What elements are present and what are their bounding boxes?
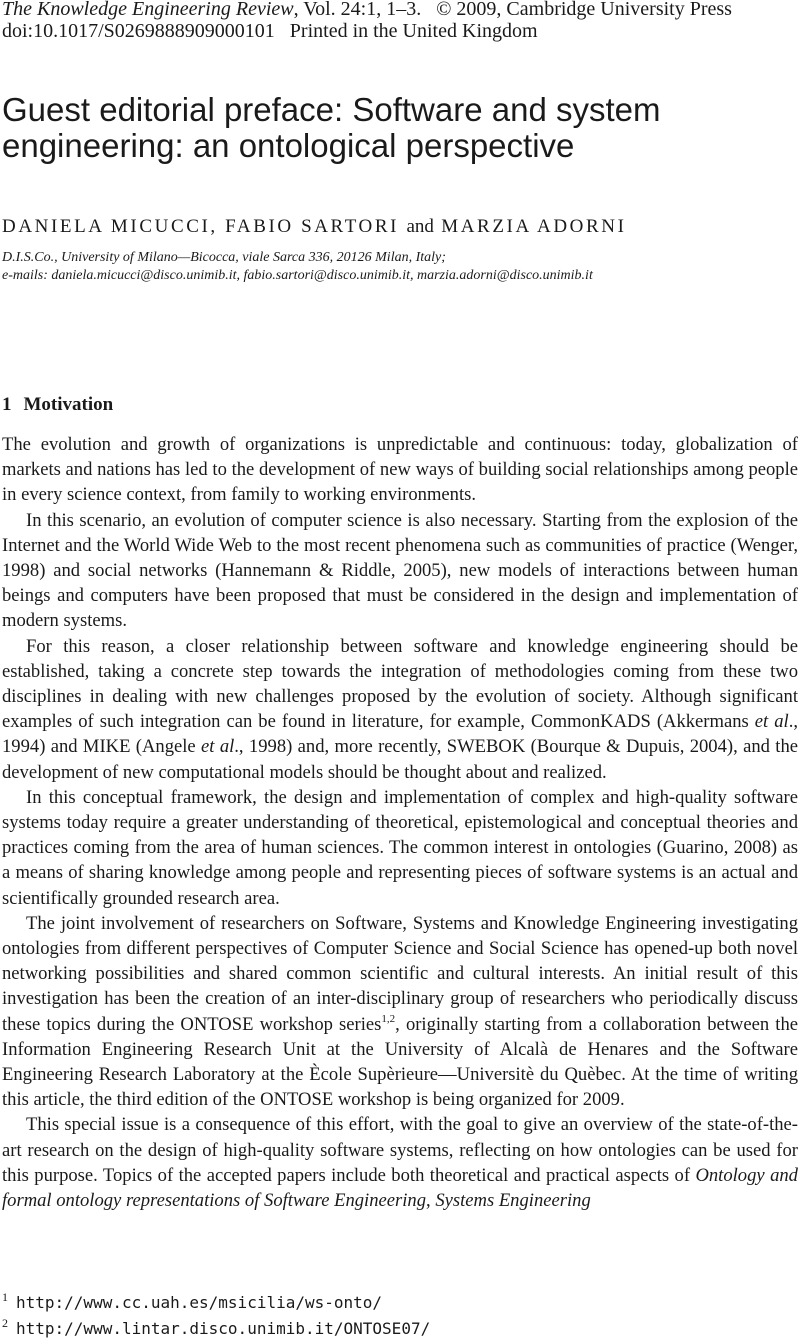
paragraph: In this scenario, an evolution of computer science is also necessary. Starting from the explosion of the Internet and the World Wide Web to the most recent phenomena such as communities of practice (Wenger, 1998) and social networks (Hannemann & Riddle, 2005), new models of interactions between human beings and computers have been proposed that must be considered in the design and implementation of modern systems. <box>2 509 798 632</box>
printed-note: Printed in the United Kingdom <box>289 20 538 42</box>
copyright: © 2009, Cambridge University Press <box>436 0 732 20</box>
journal-name: The Knowledge Engineering Review <box>2 0 294 20</box>
section-number: 1 <box>2 394 12 415</box>
paragraph: This special issue is a consequence of this effort, with the goal to give an overview of the state-of-the-art research on the design of high-quality software systems, reflecting on how ontologies can be used for this purpose. Topics of the accepted papers include both theoretical and practical aspects of Ontology and formal ontology representations of Software Engineering, Systems Engineering <box>2 1114 798 1212</box>
paragraph: In this conceptual framework, the design and implementation of complex and high-quality software systems today require a greater understanding of theoretical, epistemological and conceptual theories and practices coming from the area of human sciences. The common interest in ontologies (Guarino, 2008) as a means of sharing knowledge among people and representing pieces of software systems is an actual and scientifically grounded research area. <box>2 786 798 909</box>
article-body <box>2 432 798 1213</box>
author-conjunction: and <box>406 216 434 237</box>
footnote-1 <box>2 1290 382 1313</box>
journal-header <box>2 0 732 20</box>
author-3: MARZIA ADORNI <box>441 216 627 237</box>
affiliation: D.I.S.Co., University of Milano—Bicocca, viale Sarca 336, 20126 Milan, Italy; <box>2 250 446 265</box>
paragraph: For this reason, a closer relationship between software and knowledge engineering should be established, taking a concrete step towards the integration of methodologies coming from these two disciplines in dealing with new challenges proposed by the evolution of society. Although significant examples of such integration can be found in literature, for example, CommonKADS (Akkermans et al., 1994) and MIKE (Angele et al., 1998) and, more recently, SWEBOK (Bourque & Dupuis, 2004), and the development of new computational models should be thought about and realized. <box>2 635 799 783</box>
author-2: FABIO SARTORI <box>225 216 400 237</box>
footnote-url-link[interactable]: http://www.cc.uah.es/msicilia/ws-onto/ <box>16 1293 383 1312</box>
journal-volume: , Vol. 24:1, 1–3. <box>293 0 422 20</box>
doi-line <box>2 20 538 42</box>
footnote-mark: 2 <box>2 1316 8 1330</box>
footnote-reference[interactable]: 1,2 <box>381 1012 396 1025</box>
footnote-mark: 1 <box>2 1290 8 1304</box>
author-list <box>2 216 627 238</box>
paragraph: The joint involvement of researchers on Software, Systems and Knowledge Engineering investigating ontologies from different perspectives of Computer Science and Social Science has opened-up both novel networking possibilities and shared common scientific and cultural interests. An initial result of this investigation has been the creation of an inter-disciplinary group of researchers who periodically discuss these topics during the ONTOSE workshop series$^{1,2}$, originally starting from a collaboration between the Information Engineering Research Unit at the University of Alcalà de Henares and the Software Engineering Research Laboratory at the Ècole Supèrieure—Universitè du Quèbec. At the time of writing this article, the third edition of the ONTOSE workshop is being organized for 2009. <box>2 912 799 1111</box>
footnote-url-link[interactable]: http://www.lintar.disco.unimib.it/ONTOSE07/ <box>16 1319 431 1338</box>
email-line: e-mails: daniela.micucci@disco.unimib.it, fabio.sartori@disco.unimib.it, marzia.adorni@disco.unimib.it <box>2 268 593 283</box>
article-title: Guest editorial preface: Software and system engineering: an ontological perspective <box>2 91 661 164</box>
paragraph: The evolution and growth of organizations is unpredictable and continuous: today, globalization of markets and nations has led to the development of new ways of building social relationships among people in every science context, from family to working environments. <box>2 434 798 506</box>
section-heading <box>2 394 113 416</box>
footnote-2 <box>2 1316 430 1339</box>
section-title: Motivation <box>23 394 114 415</box>
doi: doi:10.1017/S0269888909000101 <box>2 20 275 42</box>
author-1: DANIELA MICUCCI, <box>2 216 218 237</box>
